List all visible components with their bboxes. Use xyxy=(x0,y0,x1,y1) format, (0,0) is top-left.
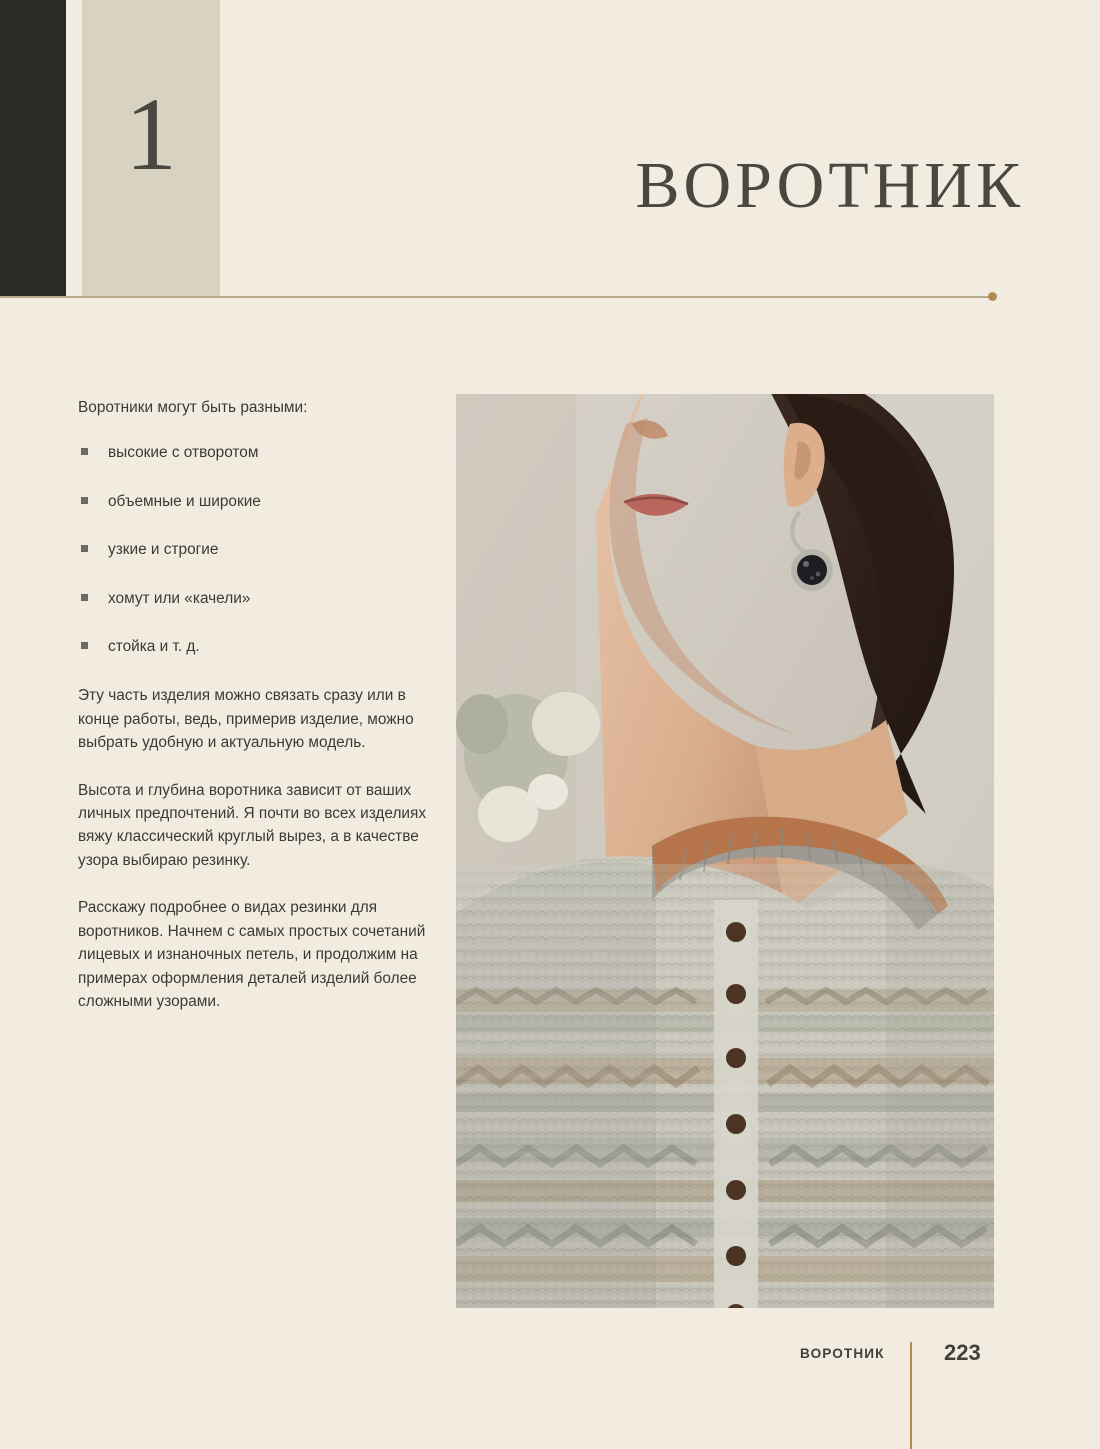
left-edge-strip xyxy=(0,0,66,296)
list-item: хомут или «качели» xyxy=(78,587,430,610)
page-number: 223 xyxy=(944,1340,981,1365)
footer-chapter-label: ВОРОТНИК xyxy=(800,1346,885,1361)
photo-illustration xyxy=(456,394,994,1308)
intro-text: Воротники могут быть разными: xyxy=(78,399,308,416)
footer-divider xyxy=(910,1342,912,1449)
page-footer xyxy=(0,1344,1100,1390)
paragraph-1: Эту часть изделия можно связать сразу или в конце работы, ведь, примерив изделие, можно выбрать удобную и актуальную модель. xyxy=(78,687,414,752)
header-divider xyxy=(0,296,992,298)
list-item: узкие и строгие xyxy=(78,538,430,561)
chapter-number: 1 xyxy=(125,77,177,192)
page-title: ВОРОТНИК xyxy=(635,149,1024,222)
chapter-number-block xyxy=(82,0,220,296)
list-item: высокие с отворотом xyxy=(78,441,430,464)
list-item: стойка и т. д. xyxy=(78,635,430,658)
header-divider-dot xyxy=(988,292,997,301)
paragraph-2: Высота и глубина воротника зависит от ваших личных предпочтений. Я почти во всех изделиях вяжу классический круглый вырез, а в качестве узора выбираю резинку. xyxy=(78,781,427,869)
list-item: объемные и широкие xyxy=(78,490,430,513)
body-text-column xyxy=(78,396,430,1037)
paragraph-3: Расскажу подробнее о видах резинки для воротников. Начнем с самых простых сочетаний лицевых и изнаночных петель, и продолжим на примерах оформления деталей изделий более сложными узорами. xyxy=(78,899,426,1010)
chapter-photo xyxy=(456,394,994,1308)
collar-types-list xyxy=(78,441,430,658)
